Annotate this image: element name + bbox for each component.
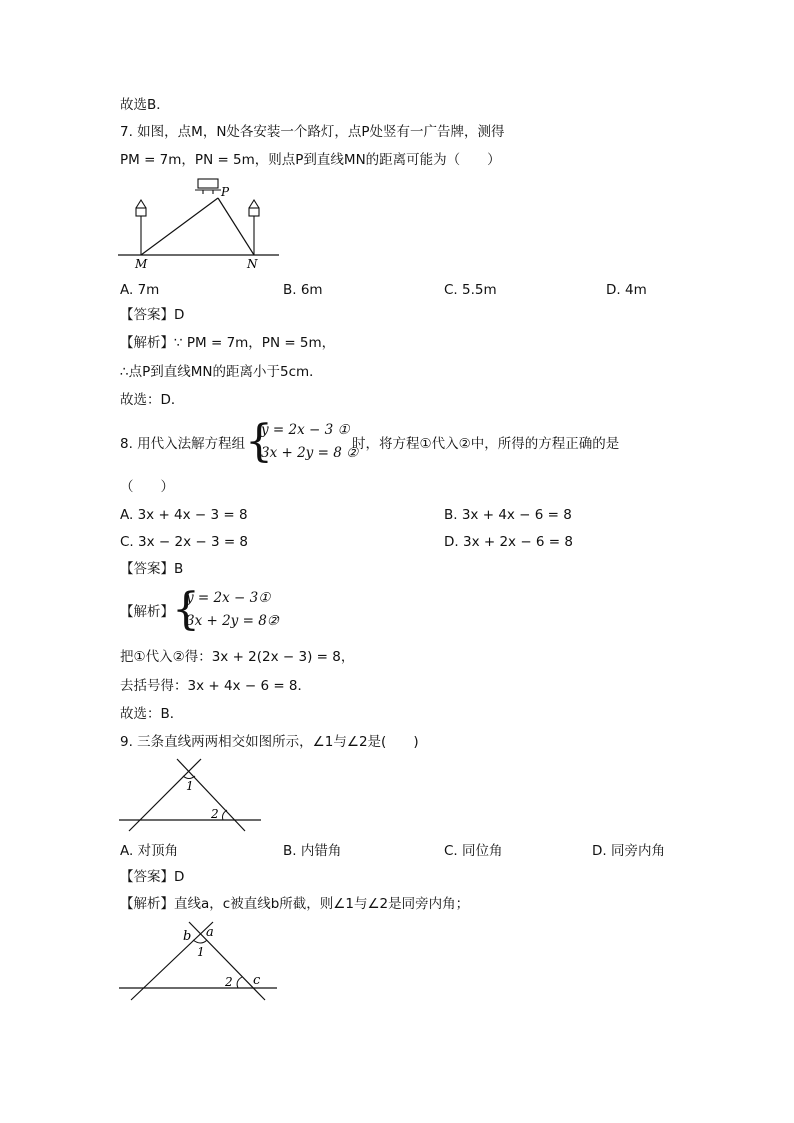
q8-analysis-label: 【解析】 <box>120 604 174 620</box>
q9-answer: 【答案】D <box>120 869 185 885</box>
q8-system-eq2: 3x + 2y = 8 ② <box>261 445 359 461</box>
q9-angle1-label: 1 <box>186 779 194 793</box>
q9-line-b-label: b <box>183 929 192 944</box>
q9-option-b: B. 内错角 <box>283 843 342 859</box>
q7-option-d: D. 4m <box>606 282 647 298</box>
q8-option-a: A. 3x + 4x − 3 = 8 <box>120 507 248 523</box>
q7-option-a: A. 7m <box>120 282 160 298</box>
q7-conclusion: 故选：D． <box>120 392 185 408</box>
q8-option-b: B. 3x + 4x − 6 = 8 <box>444 507 572 523</box>
q9-analysis-angle2-label: 2 <box>225 975 233 989</box>
q8-answer: 【答案】B <box>120 561 184 577</box>
q7-label-m: M <box>135 257 148 271</box>
q9-angle2-label: 2 <box>211 807 219 821</box>
q7-analysis-line1: 【解析】∵ PM = 7m，PN = 5m， <box>120 335 336 351</box>
q8-analysis-comma: ， <box>276 606 290 622</box>
q7-analysis-line2: ∴点P到直线MN的距离小于5cm． <box>120 364 323 380</box>
q9-analysis: 【解析】直线a，c被直线b所截，则∠1与∠2是同旁内角； <box>120 896 470 912</box>
q8-option-d: D. 3x + 2x − 6 = 8 <box>444 534 573 550</box>
q9-option-a: A. 对顶角 <box>120 843 179 859</box>
q8-analysis-eq2: 3x + 2y = 8② <box>186 613 279 629</box>
q7-option-b: B. 6m <box>283 282 323 298</box>
q8-analysis-system <box>172 584 292 636</box>
q7-answer: 【答案】D <box>120 307 185 323</box>
q7-label-n: N <box>247 257 258 271</box>
q8-equation-system <box>245 416 359 468</box>
q9-analysis-angle1-label: 1 <box>197 945 205 959</box>
q8-analysis-brace: { <box>172 584 200 635</box>
q8-system-brace: { <box>245 416 273 467</box>
previous-conclusion: 故选B． <box>120 97 170 113</box>
q8-step1: 把①代入②得：3x + 2(2x − 3) = 8， <box>120 649 355 665</box>
q8-analysis-eq1: y = 2x − 3① <box>186 590 271 606</box>
q8-stem-intro: 8. 用代入法解方程组 <box>120 436 246 452</box>
q8-option-c: C. 3x − 2x − 3 = 8 <box>120 534 249 550</box>
q7-label-p: P <box>221 185 230 199</box>
q7-figure <box>115 176 285 272</box>
q9-stem: 9. 三条直线两两相交如图所示，∠1与∠2是( ) <box>120 734 419 750</box>
q8-conclusion: 故选：B． <box>120 706 184 722</box>
q7-stem-line2: PM = 7m，PN = 5m，则点P到直线MN的距离可能为（ ） <box>120 152 501 168</box>
q7-option-c: C. 5.5m <box>444 282 497 298</box>
q8-step2: 去括号得：3x + 4x − 6 = 8． <box>120 678 312 694</box>
q9-line-c-label: c <box>253 973 261 988</box>
q8-stem-tail: 时，将方程①代入②中，所得的方程正确的是 <box>352 436 620 452</box>
q8-paren: （ ） <box>120 479 174 495</box>
q9-option-c: C. 同位角 <box>444 843 503 859</box>
q9-line-a-label: a <box>206 925 214 940</box>
q9-option-d: D. 同旁内角 <box>592 843 665 859</box>
q8-system-eq1: y = 2x − 3 ① <box>261 422 350 438</box>
q9-figure <box>115 756 265 836</box>
q7-stem-line1: 7. 如图，点M，N处各安装一个路灯，点P处竖有一广告牌，测得 <box>120 124 505 140</box>
q9-analysis-figure <box>115 918 285 1004</box>
